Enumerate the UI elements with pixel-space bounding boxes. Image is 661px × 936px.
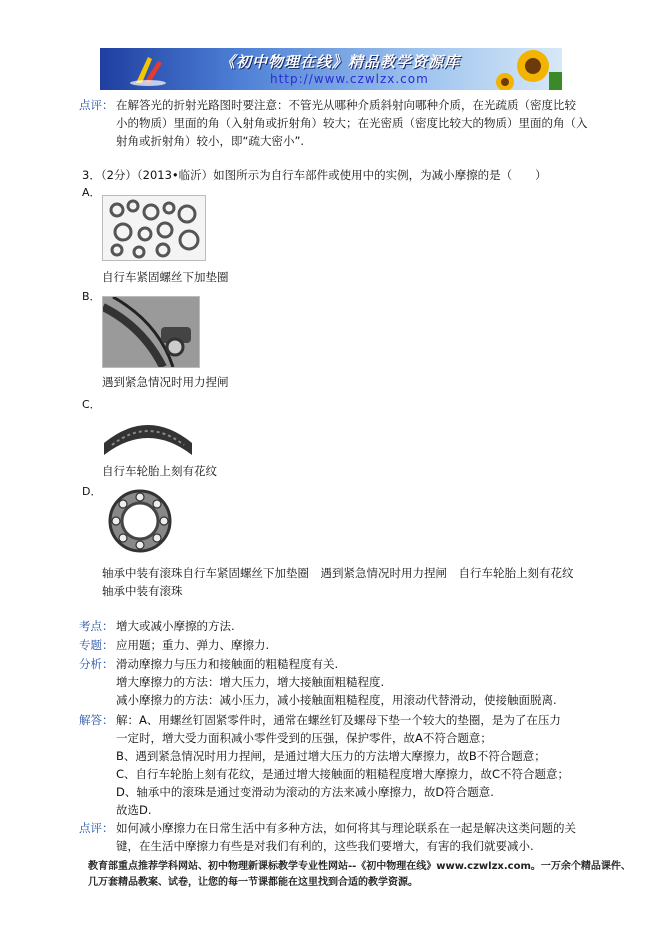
washers-photo — [102, 195, 206, 261]
jieda-line-3: B、遇到紧急情况时用力捏闸，是通过增大压力的方法增大摩擦力，故B不符合题意； — [116, 749, 546, 763]
footer-line-2: 几万套精品教案、试卷，让您的每一节课都能在这里找到合适的教学资源。 — [88, 877, 418, 888]
dianping-line-2: 键，在生活中摩擦力有些是对我们有利的，这些我们要增大，有害的我们就要减小. — [116, 839, 534, 853]
fenxi-label: 分析： — [79, 657, 114, 671]
option-a-caption: 自行车紧固螺丝下加垫圈 — [102, 270, 229, 284]
zhuanti-label: 专题： — [79, 638, 114, 652]
fenxi-line-1: 滑动摩擦力与压力和接触面的粗糙程度有关. — [116, 657, 339, 671]
comment-top-label: 点评： — [79, 98, 114, 112]
dianping-line-1: 如何减小摩擦力在日常生活中有多种方法，如何将其与理论联系在一起是解决这类问题的关 — [116, 821, 576, 835]
fenxi-line-3: 减小摩擦力的方法：减小压力，减小接触面粗糙程度，用滚动代替滑动，使接触面脱离. — [116, 693, 557, 707]
bearing-photo — [102, 486, 178, 556]
kaodian-label: 考点： — [79, 619, 114, 633]
comment-top-line-1: 在解答光的折射光路图时要注意：不管光从哪种介质斜射向哪种介质，在光疏质（密度比较 — [116, 98, 576, 112]
header-banner — [100, 48, 562, 90]
comment-top-line-3: 射角或折射角）较小，即“疏大密小”. — [116, 134, 305, 148]
kaodian-text: 增大或减小摩擦的方法. — [116, 619, 235, 633]
fenxi-line-2: 增大摩擦力的方法：增大压力，增大接触面粗糙程度. — [116, 675, 385, 689]
option-b-caption: 遇到紧急情况时用力捏闸 — [102, 375, 229, 389]
footer-line-1: 教育部重点推荐学科网站、初中物理新课标教学专业性网站--《初中物理在线》www.czwlzx.com。一万余个精品课件、 — [88, 861, 631, 872]
option-a-letter: A． — [82, 186, 101, 199]
option-b-letter: B． — [82, 290, 101, 303]
option-c-caption: 自行车轮胎上刻有花纹 — [102, 464, 217, 478]
zhuanti-text: 应用题；重力、弹力、摩擦力. — [116, 638, 270, 652]
sunflower-icon — [495, 48, 562, 90]
jieda-label: 解答： — [79, 713, 114, 727]
question-stem: 3．（2分）（2013•临沂）如图所示为自行车部件或使用中的实例，为减小摩擦的是（ ） — [82, 168, 547, 182]
comment-top-line-2: 小的物质）里面的角（入射角或折射角）较大；在光密质（密度比较大的物质）里面的角（入 — [116, 116, 588, 130]
options-repeat-line-2: 轴承中装有滚珠 — [102, 584, 183, 598]
jieda-line-4: C、自行车轮胎上刻有花纹，是通过增大接触面的粗糙程度增大摩擦力，故C不符合题意； — [116, 767, 570, 781]
dianping-label: 点评： — [79, 821, 114, 835]
jieda-line-1: 解：A、用螺丝钉固紧零件时，通常在螺丝钉及螺母下垫一个较大的垫圈，是为了在压力 — [116, 713, 561, 727]
jieda-line-6: 故选D. — [116, 803, 152, 817]
banner-title: 《初中物理在线》精品教学资源库 — [220, 53, 461, 71]
brake-photo — [102, 296, 200, 368]
banner-url[interactable]: http://www.czwlzx.com — [270, 72, 429, 86]
site-logo-icon — [128, 53, 168, 87]
options-repeat-line-1: 轴承中装有滚珠自行车紧固螺丝下加垫圈 遇到紧急情况时用力捏闸 自行车轮胎上刻有花纹 — [102, 566, 574, 580]
tire-photo — [102, 403, 194, 457]
option-c-letter: C． — [82, 398, 101, 411]
jieda-line-2: 一定时，增大受力面积减小零件受到的压强，保护零件，故A不符合题意； — [116, 731, 492, 745]
option-d-letter: D． — [82, 485, 102, 498]
jieda-line-5: D、轴承中的滚珠是通过变滑动为滚动的方法来减小摩擦力，故D符合题意. — [116, 785, 494, 799]
